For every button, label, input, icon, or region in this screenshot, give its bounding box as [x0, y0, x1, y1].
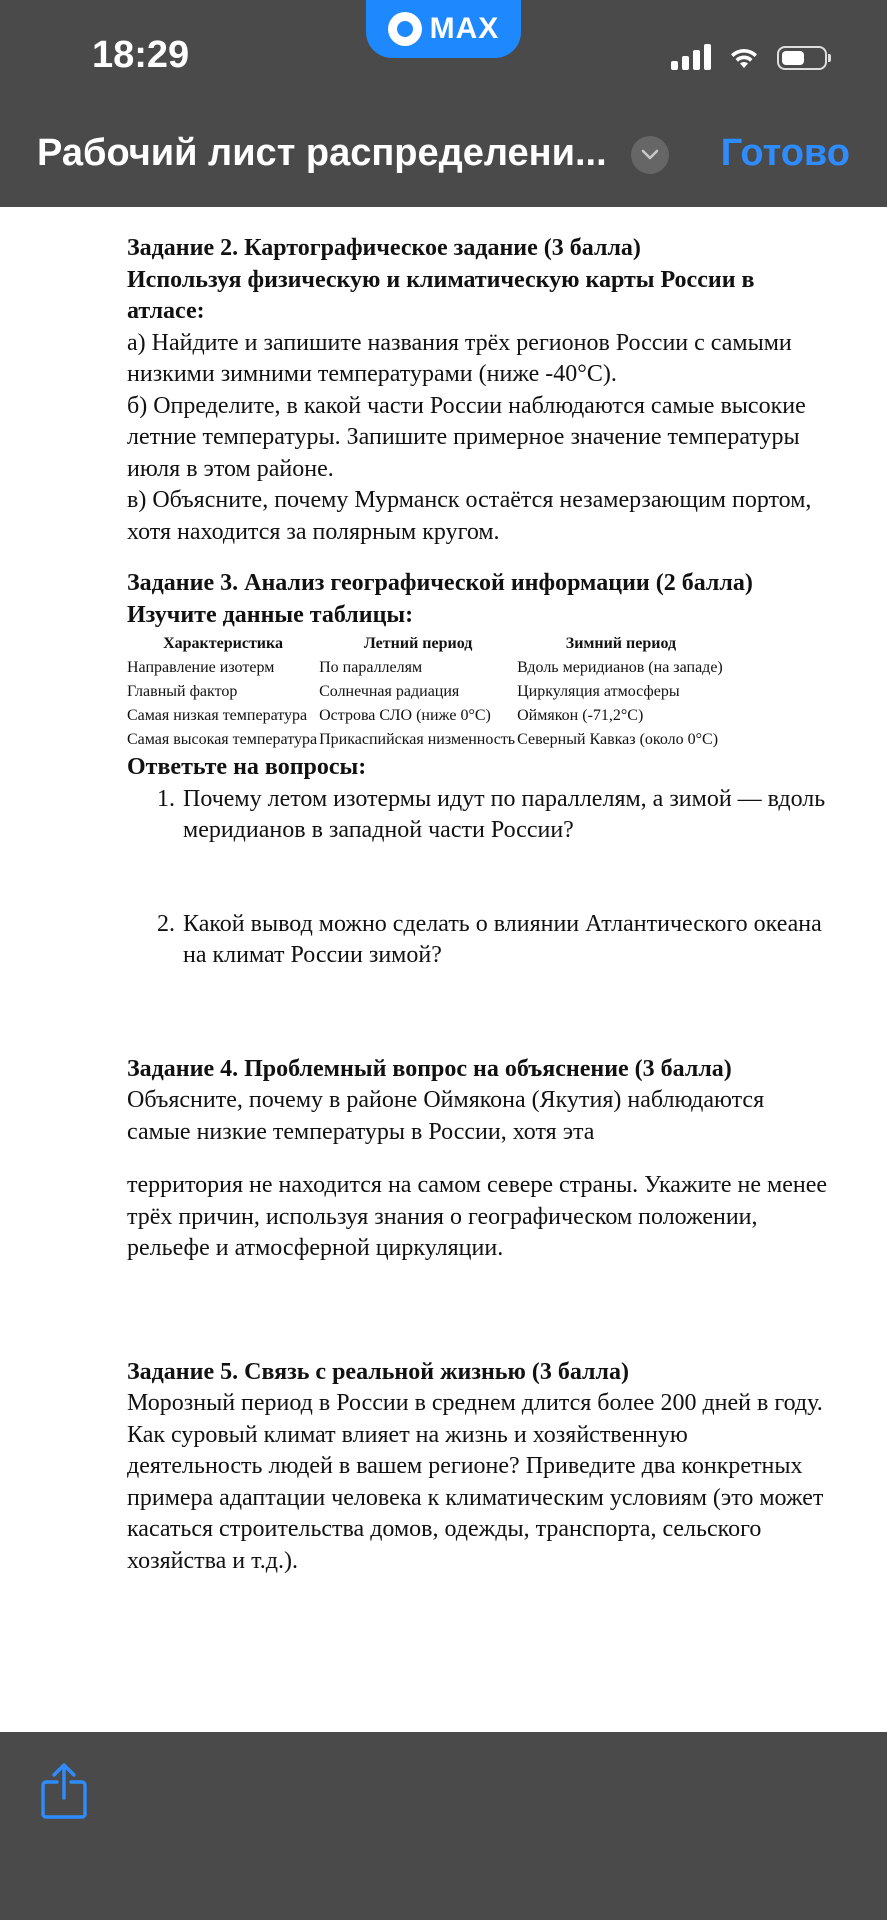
document-title: Рабочий лист распределени...: [37, 132, 607, 174]
table-header-cell: Зимний период: [565, 635, 677, 652]
table-row: [127, 704, 725, 728]
task2-item-a: а) Найдите и запишите названия трёх регионов России с самыми низкими зимними температурами (ниже -40°C).: [127, 329, 792, 387]
status-icons: [671, 44, 827, 70]
task3-title: Задание 3. Анализ географической информации (2 балла): [127, 570, 753, 596]
app-pill-label: MAX: [429, 12, 500, 45]
max-logo-icon: [388, 12, 422, 46]
battery-icon: [777, 46, 827, 70]
battery-level: [782, 51, 804, 65]
table-header-row: [127, 632, 725, 656]
table-row: [127, 728, 725, 752]
table-cell: Самая высокая температура: [127, 731, 318, 748]
title-menu-button[interactable]: [631, 136, 669, 174]
question-item: 2. Какой вывод можно сделать о влиянии Атлантического океана на климат России зимой?: [181, 909, 827, 972]
questions-title: Ответьте на вопросы:: [127, 754, 367, 780]
table-cell: По параллелям: [319, 659, 423, 676]
table-cell: Острова СЛО (ниже 0°C): [319, 707, 491, 724]
table-row: [127, 656, 725, 680]
bottom-toolbar: [0, 1732, 887, 1920]
task5-title: Задание 5. Связь с реальной жизнью (3 балла): [127, 1358, 629, 1385]
chevron-down-icon: [641, 149, 659, 161]
top-bar: [0, 0, 887, 207]
app-pill[interactable]: [366, 0, 521, 58]
questions-list: [127, 784, 827, 972]
document-page: [0, 207, 887, 1732]
wifi-icon: [729, 46, 759, 70]
share-button[interactable]: [40, 1762, 88, 1825]
task4-text-part1: Объясните, почему в районе Оймякона (Якутия) наблюдаются самые низкие температуры в России, хотя эта: [127, 1087, 765, 1145]
table-cell: Северный Кавказ (около 0°C): [517, 731, 719, 748]
table-caption: Изучите данные таблицы:: [127, 601, 414, 628]
task4-title: Задание 4. Проблемный вопрос на объяснение (3 балла): [127, 1055, 732, 1082]
task4-text-part2: территория не находится на самом севере страны. Укажите не менее трёх причин, используя знания о географическом положении, рельефе и атмосферной циркуляции.: [127, 1172, 827, 1261]
document-content: [127, 233, 827, 1577]
task2-lead: Используя физическую и климатическую карты России в атласе:: [127, 266, 755, 324]
table-row: [127, 680, 725, 704]
task2-item-c: в) Объясните, почему Мурманск остаётся незамерзающим портом, хотя находится за полярным кругом.: [127, 487, 812, 545]
table-header-cell: Летний период: [363, 635, 473, 652]
table-header-cell: Характеристика: [163, 635, 283, 652]
task5-text: Морозный период в России в среднем длится более 200 дней в году. Как суровый климат влияет на жизнь и хозяйственную деятельность людей в вашем регионе? Приведите два конкретных примера адаптации человека к климатическим условиям (это может касаться строительства домов, одежды, транспорта, сельского хозяйства и т.д.).: [127, 1390, 824, 1574]
table-cell: Самая низкая температура: [127, 707, 308, 724]
done-button[interactable]: Готово: [720, 132, 850, 174]
table-cell: Вдоль меридианов (на западе): [517, 659, 723, 676]
task2-title: Задание 2. Картографическое задание (3 балла): [127, 235, 641, 261]
data-table: [127, 632, 725, 752]
table-cell: Прикаспийская низменность: [319, 731, 516, 748]
task2-item-b: б) Определите, в какой части России наблюдаются самые высокие летние температуры. Запишите примерное значение температуры июля в этом районе.: [127, 392, 806, 482]
status-time: 18:29: [92, 34, 190, 76]
table-cell: Направление изотерм: [127, 659, 275, 676]
table-cell: Солнечная радиация: [319, 683, 460, 700]
question-item: 1. Почему летом изотермы идут по параллелям, а зимой — вдоль меридианов в западной части России?: [181, 784, 827, 847]
table-cell: Оймякон (-71,2°C): [517, 707, 644, 724]
share-icon: [40, 1762, 88, 1820]
table-cell: Циркуляция атмосферы: [517, 683, 680, 700]
table-cell: Главный фактор: [127, 683, 238, 700]
signal-icon: [671, 44, 711, 70]
